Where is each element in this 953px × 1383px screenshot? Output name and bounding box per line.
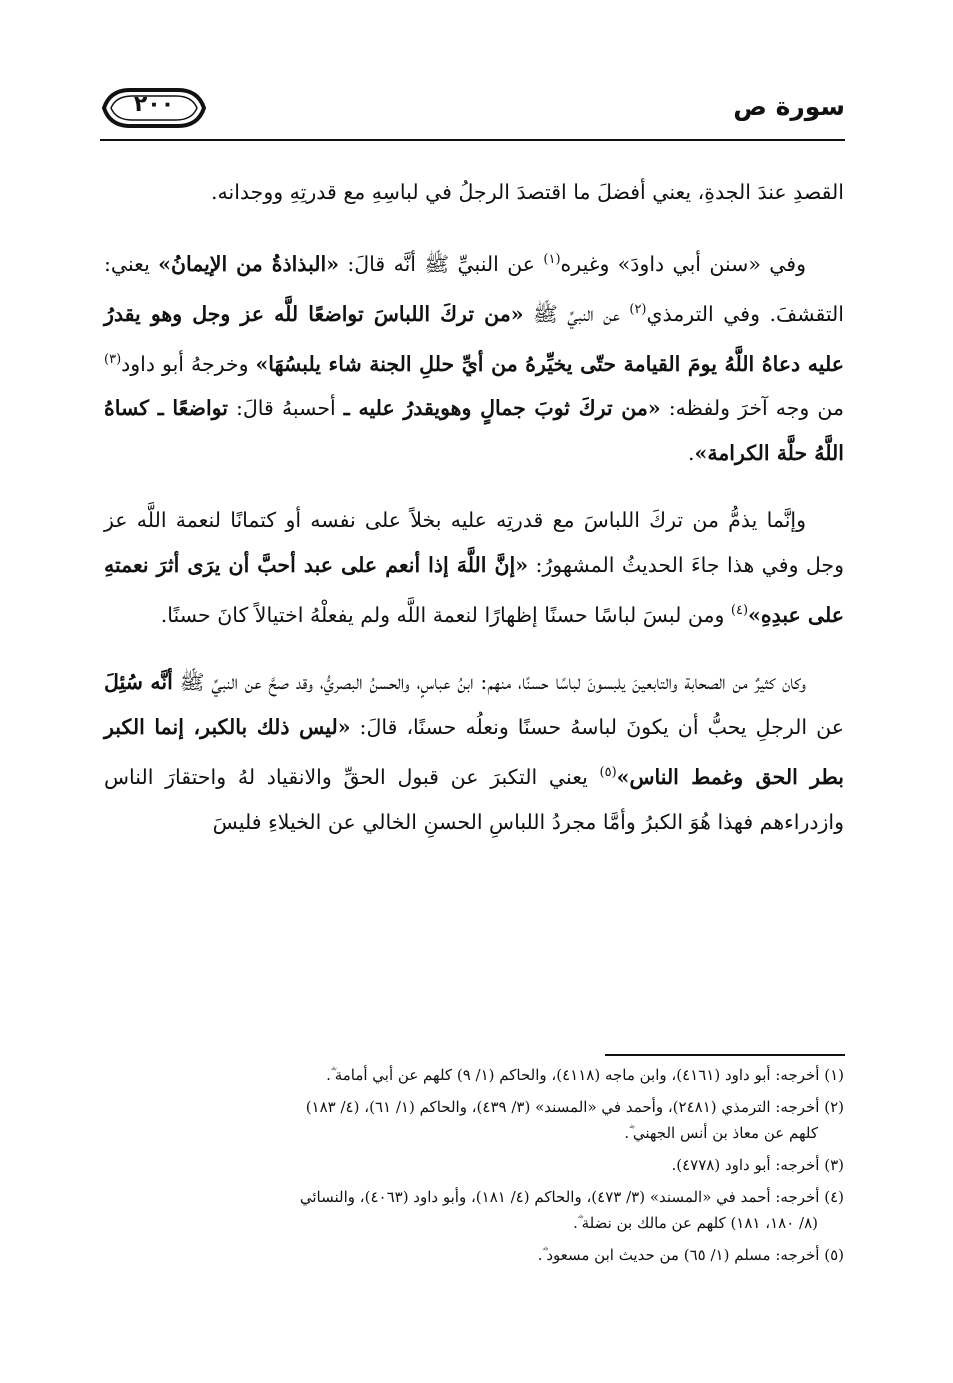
text-run: وخرجهُ أبو داود — [121, 351, 256, 376]
hadith-quote: تواضعًا ـ كساهُ اللَّهُ حلَّة الكرامة» — [104, 396, 844, 466]
text-run: من وجه آخرَ ولفظه: — [660, 396, 844, 421]
footnote-ref[interactable]: (٥) — [599, 765, 617, 781]
page-header — [100, 86, 845, 144]
footnote-line: كلهم عن معاذ بن أنس الجهني ؓ. — [624, 1124, 818, 1142]
text-run: وكان كثيرٌ من الصحابة والتابعينَ يلبسونَ لباسًا حسنًا، منهم: ابنُ عباسٍ، والحسنُ البصريُّ، وقد صحَّ عن النبيِّ ﷺ — [172, 670, 807, 695]
footnote-line: (٨/ ١٨٠، ١٨١) كلهم عن مالك بن نضلة ؓ. — [573, 1214, 818, 1232]
footnote-line: (١) أخرجه: أبو داود (٤١٦١)، وابن ماجه (٤١١٨)، والحاكم (١/ ٩) كلهم عن أبي أمامة ؓ. — [326, 1066, 844, 1084]
paragraph — [104, 660, 844, 845]
text-run: وفي «سنن أبي داودَ» وغيره — [560, 251, 807, 276]
text-run: أحسبهُ قالَ: — [227, 396, 344, 421]
footnote — [104, 1094, 844, 1146]
paragraph — [104, 170, 844, 215]
text-run: . — [687, 441, 695, 466]
text-run: وإنَّما يذمُّ من تركَ اللباسَ مع قدرتِه عليه بخلاً على نفسه أو كتمانًا لنعمة اللَّه عز وجل وفي هذا جاءَ الحديثُ المشهورُ: — [104, 508, 844, 578]
paragraph — [104, 237, 844, 476]
surah-title: سورة ص — [733, 92, 845, 121]
footnote — [104, 1184, 844, 1236]
footnote-ref[interactable]: (٢) — [629, 301, 647, 317]
footnote-line: (٢) أخرجه: الترمذي (٢٤٨١)، وأحمد في «المسند» (٣/ ٤٣٩)، والحاكم (١/ ٦١)، (٤/ ١٨٣) — [305, 1098, 844, 1116]
footnote — [104, 1062, 844, 1088]
text-run: عن الرجلِ يحبُّ أن يكونَ لباسهُ حسنًا ونعلُه حسنًا، قالَ: — [350, 715, 844, 740]
footnote-line: (٣) أخرجه: أبو داود (٤٧٧٨). — [671, 1156, 844, 1174]
text-run: عن النبيِّ ﷺ — [523, 301, 630, 326]
footnote — [104, 1242, 844, 1268]
page-number: ٢٠٠ — [133, 92, 175, 117]
footnote-line: (٥) أخرجه: مسلم (١/ ٦٥) من حديث ابن مسعود ؓ. — [537, 1246, 844, 1264]
hadith-quote: «ليس ذلك بالكبر، إنما الكبر بطر الحق وغمط الناس» — [104, 715, 844, 790]
hadith-quote: «من تركَ ثوبَ جمالٍ وهويقدرُ عليه ـ — [343, 396, 661, 421]
text-run: يعني التكبرَ عن قبول الحقِّ والانقياد لهُ واحتقارَ الناس وازدراءهم فهذا هُوَ الكبرُ وأمَّا مجردُ اللباسِ الحسنِ الخالي عن الخيلاءِ فليسَ — [104, 765, 844, 835]
hadith-quote: «البذاذةُ من الإيمانُ» — [158, 251, 340, 276]
text-run: ومن لبسَ لباسًا حسنًا إظهارًا لنعمة اللَّه ولم يفعلْهُ اختيالاً كانَ حسنًا. — [160, 603, 731, 628]
header-rule — [100, 139, 845, 141]
footnote — [104, 1152, 844, 1178]
text-run: عن النبيِّ ﷺ أنَّه قالَ: — [339, 251, 544, 276]
hadith-quote: «من تركَ اللباسَ تواضعًا للَّه عز وجل وهو يقدرُ عليه دعاهُ اللَّهُ يومَ القيامة حتّى يخيِّرهُ من أيِّ حللِ الجنة شاء يلبسُهَا» — [104, 301, 844, 376]
footnote-ref[interactable]: (١) — [543, 252, 561, 267]
footnote-ref[interactable]: (٤) — [730, 603, 749, 619]
footnote-separator — [605, 1054, 845, 1056]
main-text — [104, 170, 844, 867]
footnote-line: (٤) أخرجه: أحمد في «المسند» (٣/ ٤٧٣)، والحاكم (٤/ ١٨١)، وأبو داود (٤٠٦٣)، والنسائي — [299, 1188, 844, 1206]
page-number-badge — [100, 86, 208, 130]
hadith-quote: «إنَّ اللَّهَ إذا أنعم على عبد أحبَّ أن يرَى أثرَ نعمتهِ على عبدِهِ» — [104, 553, 844, 628]
footnote-ref[interactable]: (٣) — [104, 351, 122, 367]
text-run: يعني: التقشفَ. وفي الترمذي — [104, 251, 844, 326]
hadith-quote: أنَّه سُئِلَ — [104, 670, 173, 695]
footnotes — [104, 1062, 844, 1274]
text-run: القصدِ عندَ الجدةِ، يعني أفضلَ ما اقتصدَ الرجلُ في لباسِهِ مع قدرتِهِ ووجدانه. — [211, 180, 844, 204]
paragraph — [104, 498, 844, 638]
